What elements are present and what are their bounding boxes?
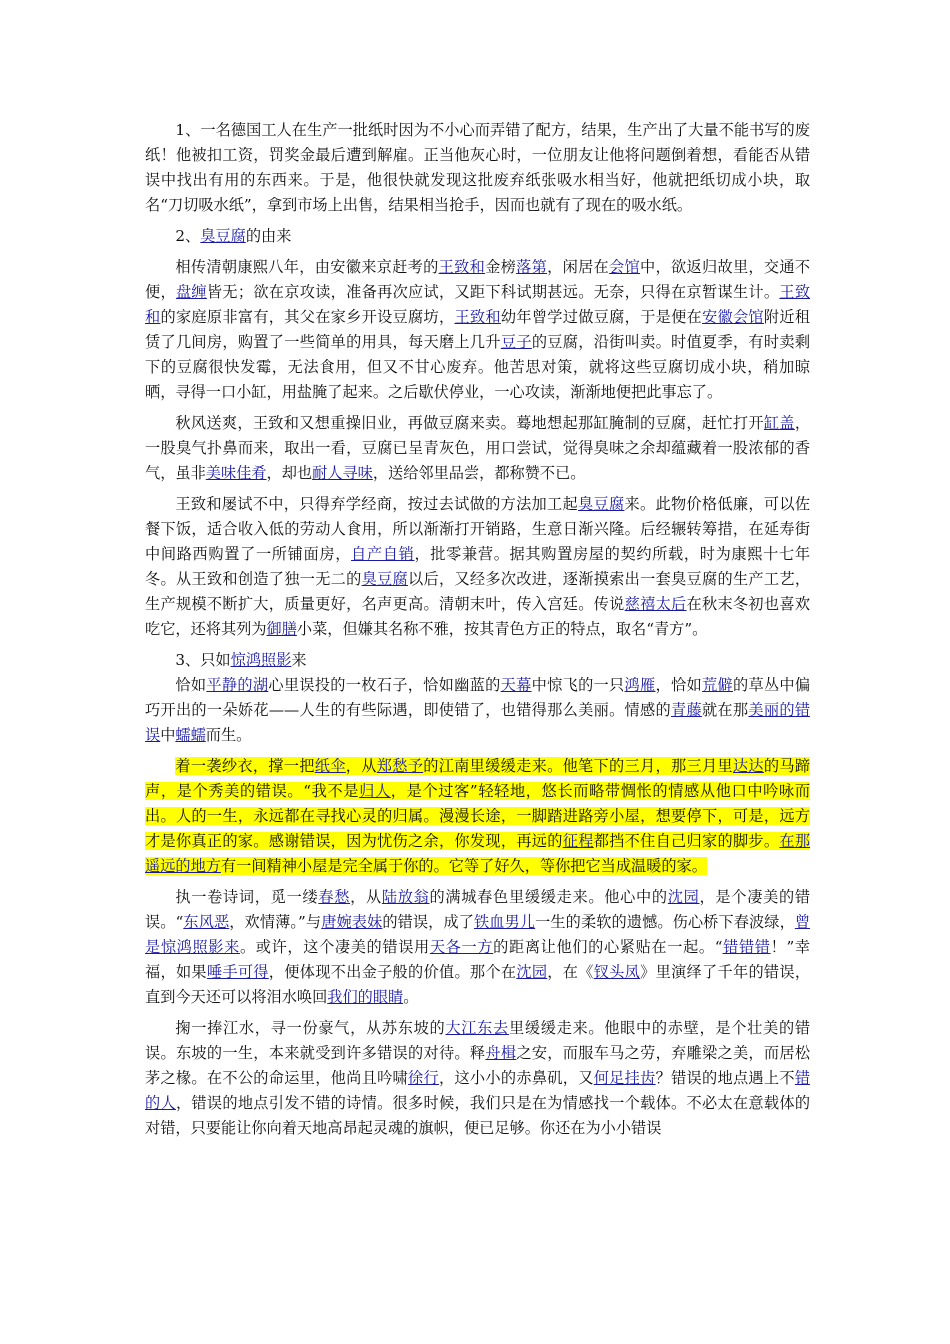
keyword-link[interactable]: 青藤 — [670, 701, 702, 719]
keyword-link[interactable]: 曾是惊鸿照影来 — [145, 913, 811, 956]
text-run: 着一袭纱衣，撑一把 — [175, 757, 315, 775]
keyword-link[interactable]: 陆放翁 — [381, 888, 430, 906]
text-run: 一生的柔软的遗憾。伤心桥下春波绿， — [535, 913, 795, 931]
keyword-link[interactable]: 征程 — [562, 832, 594, 850]
text-run: 恰如 — [175, 676, 207, 694]
keyword-link[interactable]: 盘缠 — [175, 283, 207, 301]
text-run: 里缓缓走来。他眼中的赤壁，是个壮美的错误。东坡的一生，本来就受到许多错误的对待。释 — [145, 1019, 811, 1062]
text-run: 来。此物价格低廉，可以佐餐下饭，适合收入低的劳动人食用，所以渐渐打开销路，生意日渐兴隆。后经辗转筹措，在延寿街中间路西购置了一所铺面房， — [145, 495, 811, 563]
text-run: 的江南里缓缓走来。他笔下的三月，那三月里 — [423, 757, 733, 775]
para-10 — [145, 1016, 810, 1141]
keyword-link[interactable]: 慈禧太后 — [624, 595, 687, 613]
keyword-link[interactable]: 铁血男儿 — [474, 913, 536, 931]
keyword-link[interactable]: 舟楫 — [485, 1044, 517, 1062]
text-run: ，闲居在 — [547, 258, 610, 276]
keyword-link[interactable]: 臭豆腐 — [361, 570, 409, 588]
keyword-link[interactable]: 唐婉表妹 — [321, 913, 383, 931]
text-run: ，是个凄美的错误。“ — [145, 888, 811, 931]
keyword-link[interactable]: 唾手可得 — [206, 963, 269, 981]
text-run: 王致和屡试不中，只得弃学经商，按过去试做的方法加工起 — [175, 495, 579, 513]
para-4 — [145, 411, 810, 486]
keyword-link[interactable]: 我们的眼睛 — [327, 988, 404, 1006]
keyword-link[interactable]: 错错错 — [722, 938, 771, 956]
text-run: 掬一捧江水，寻一份豪气，从苏东坡的 — [175, 1019, 446, 1037]
keyword-link[interactable]: 自产自销 — [351, 545, 415, 563]
text-run: 的错误，成了 — [382, 913, 474, 931]
text-run: 皆无；欲在京攻读，准备再次应试，又距下科试期甚远。无奈，只得在京暂谋生计。 — [206, 283, 780, 301]
para-6-heading — [145, 648, 810, 673]
text-run: ，在《 — [547, 963, 594, 981]
text-run: 附近租赁了几间房，购置了一些简单的用具，每天磨上几升 — [145, 308, 811, 351]
text-run: 以后，又经多次改进，逐渐摸索出一套臭豆腐的生产工艺，生产规模不断扩大，质量更好，名声更高。清朝末叶，传入宫廷。传说 — [145, 570, 811, 613]
text-run: ，是个过客”轻轻地，悠长而略带惆怅的情感从他口中吟咏而出。人的一生，永远都在寻找心灵的归属。漫漫长途，一脚踏进路旁小屋，想要停下，可是，远方才是你真正的家。感谢错误，因为忧伤之余，你发现，再远的 — [145, 782, 811, 850]
text-run: 》里演绎了千年的错误， 直到今天还可以将泪水唤回 — [145, 963, 811, 1006]
text-run: 的草丛中偏巧开出的一朵娇花——人生的有些际遇，即使错了，也错得那么美丽。情感的 — [145, 676, 811, 719]
text-run: ，错误的地点引发不错的诗情。很多时候，我们只是在为情感找一个载体。不必太在意载体的对错，只要能让你向着天地高昂起灵魂的旗帜，便已足够。你还在为小小错误 — [145, 1094, 811, 1137]
keyword-link[interactable]: 缸盖 — [763, 414, 795, 432]
para-3 — [145, 255, 810, 405]
text-run: 幼年曾学过做豆腐，于是便在 — [500, 308, 703, 326]
keyword-link[interactable]: 徐行 — [408, 1069, 439, 1087]
text-run: 的由来 — [245, 227, 292, 245]
keyword-link[interactable]: 郑愁予 — [376, 757, 424, 775]
text-run: 中惊飞的一只 — [531, 676, 625, 694]
text-run: 就在那 — [701, 701, 749, 719]
keyword-link[interactable]: 何足挂齿 — [593, 1069, 656, 1087]
text-run: 。 — [403, 988, 419, 1006]
keyword-link[interactable]: 天各一方 — [429, 938, 494, 956]
text-run: 的距离让他们的心紧贴在一起。“ — [493, 938, 723, 956]
text-run: 之安，而服车马之劳，弃雕梁之美，而居松茅之椽。在不公的命运里，他尚且吟啸 — [145, 1044, 811, 1087]
keyword-link[interactable]: 耐人寻味 — [312, 464, 373, 482]
keyword-link[interactable]: 归人 — [359, 782, 391, 800]
text-run: ，便体现不出金子般的价值。那个在 — [268, 963, 517, 981]
keyword-link[interactable]: 纸伞 — [314, 757, 346, 775]
text-run: ？错误的地点遇上不 — [655, 1069, 795, 1087]
text-run: 的满城春色里缓缓走来。他心中的 — [429, 888, 668, 906]
text-run: ，送给邻里品尝，都称赞不已。 — [372, 464, 586, 482]
keyword-link[interactable]: 美丽的错误 — [145, 701, 811, 744]
text-run: 相传清朝康熙八年，由安徽来京赶考的 — [175, 258, 439, 276]
text-run: 金榜 — [485, 258, 517, 276]
text-run: ！”幸福，如果 — [145, 938, 811, 981]
text-run: 的豆腐，沿街叫卖。时值夏季，有时卖剩下的豆腐很快发霉，无法食用，但又不甘心废弃。他苦思对策，就将这些豆腐切成小块，稍加晾晒，寻得一口小缸，用盐腌了起来。之后歇伏停业，一心攻读，渐渐地便把此事忘了。 — [145, 333, 811, 401]
text-run: ，恰如 — [655, 676, 702, 694]
keyword-link[interactable]: 达达 — [732, 757, 764, 775]
text-run: 都挡不住自己归家的脚步。 — [593, 832, 780, 850]
keyword-link[interactable]: 大江东去 — [445, 1019, 509, 1037]
keyword-link[interactable]: 臭豆腐 — [200, 227, 246, 245]
keyword-link[interactable]: 东风恶 — [183, 913, 230, 931]
text-run: 有一间精神小屋是完全属于你的。它等了好久，等你把它当成温暖的家。 — [220, 857, 707, 875]
keyword-link[interactable]: 春愁 — [318, 888, 351, 906]
text-run: 小菜，但嫌其名称不雅，按其青色方正的特点，取名“青方”。 — [296, 620, 708, 638]
keyword-link[interactable]: 蠕蠕 — [175, 726, 206, 744]
text-run: ，批零兼营。据其购置房屋的契约所载，时为康熙十七年冬。从王致和创造了独一无二的 — [145, 545, 811, 588]
para-5 — [145, 492, 810, 642]
text-run: 的家庭原非富有，其父在家乡开设豆腐坊， — [160, 308, 455, 326]
keyword-link[interactable]: 沈园 — [667, 888, 700, 906]
keyword-link[interactable]: 错的人 — [145, 1069, 811, 1112]
highlighted-text — [145, 757, 810, 875]
text-run: ，欢情薄。”与 — [229, 913, 322, 931]
keyword-link[interactable]: 御膳 — [266, 620, 297, 638]
keyword-link[interactable]: 王致和 — [438, 258, 486, 276]
keyword-link[interactable]: 王致和 — [454, 308, 501, 326]
keyword-link[interactable]: 王致和 — [145, 283, 811, 326]
document-page — [145, 118, 810, 1147]
text-run: ，这小小的赤鼻矶，又 — [438, 1069, 594, 1087]
keyword-link[interactable]: 沈园 — [516, 963, 548, 981]
text-run: ，却也 — [266, 464, 313, 482]
text-run: 心里误投的一枚石子，恰如幽蓝的 — [268, 676, 501, 694]
text-run: ，从 — [350, 888, 382, 906]
para-9 — [145, 885, 810, 1010]
keyword-link[interactable]: 惊鸿照影 — [230, 651, 292, 669]
text-run: 而生。 — [205, 726, 252, 744]
text-run: 秋风送爽，王致和又想重操旧业，再做豆腐来卖。蓦地想起那缸腌制的豆腐，赶忙打开 — [175, 414, 764, 432]
keyword-link[interactable]: 钗头凤 — [593, 963, 641, 981]
text-run: 的马蹄声，是个秀美的错误。“我不是 — [145, 757, 811, 800]
text-run: 1、一名德国工人在生产一批纸时因为不小心而弄错了配方，结果，生产出了大量不能书写的废纸！他被扣工资，罚奖金最后遭到解雇。正当他灰心时，一位朋友让他将问题倒着想，看能否从错误中找出有用的东西来。于是，他很快就发现这批废弃纸张吸水相当好，他就把纸切成小块，取名“刀切吸水纸”，拿到市场上出售，结果相当抢手，因而也就有了现在的吸水纸。 — [145, 121, 810, 214]
para-2-heading — [145, 224, 810, 249]
keyword-link[interactable]: 会馆 — [609, 258, 641, 276]
keyword-link[interactable]: 安徽会馆 — [702, 308, 764, 326]
text-run: 。或许，这个凄美的错误用 — [239, 938, 430, 956]
keyword-link[interactable]: 美味佳肴 — [205, 464, 267, 482]
text-run: 2、 — [175, 227, 201, 245]
para-1 — [145, 118, 810, 218]
text-run: ，一股臭气扑鼻而来，取出一看，豆腐已呈青灰色，用口尝试，觉得臭味之余却蕴藏着一股浓郁的香气，虽非 — [145, 414, 811, 482]
text-run: 3、只如 — [175, 651, 231, 669]
keyword-link[interactable]: 在那遥远的地方 — [145, 832, 811, 875]
text-run: 在秋末冬初也喜欢吃它，还将其列为 — [145, 595, 811, 638]
text-run: 来 — [291, 651, 307, 669]
keyword-link[interactable]: 豆子 — [500, 333, 532, 351]
keyword-link[interactable]: 鸿雁 — [624, 676, 656, 694]
keyword-link[interactable]: 平静的湖 — [206, 676, 269, 694]
text-run: 执一卷诗词，觅一缕 — [175, 888, 319, 906]
keyword-link[interactable]: 臭豆腐 — [578, 495, 625, 513]
keyword-link[interactable]: 天幕 — [500, 676, 532, 694]
keyword-link[interactable]: 荒僻 — [701, 676, 733, 694]
keyword-link[interactable]: 落第 — [516, 258, 548, 276]
para-8-highlighted — [145, 754, 810, 879]
text-run: ，从 — [345, 757, 377, 775]
text-run: 中 — [160, 726, 176, 744]
para-7 — [145, 673, 810, 748]
text-run: 中，欲返归故里，交通不便， — [145, 258, 811, 301]
